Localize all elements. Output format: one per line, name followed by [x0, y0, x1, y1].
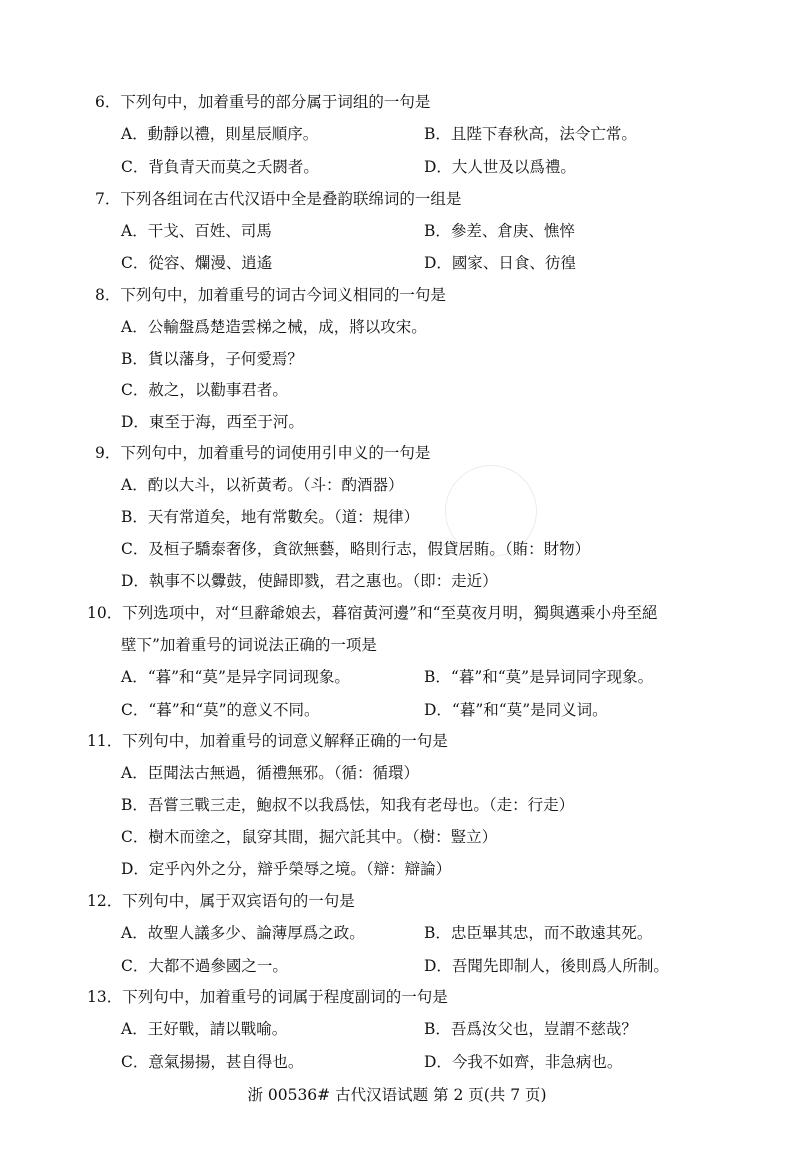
- option-11c: C．樹木而塗之，鼠穿其間，掘穴託其中。（樹：豎立）: [121, 828, 498, 846]
- question-text: 下列句中，加着重号的词使用引申义的一句是: [120, 444, 431, 462]
- question-10-stem-continued: 壁下”加着重号的词说法正确的一项是: [121, 636, 377, 654]
- option-13c: C．意氣揚揚，甚自得也。: [121, 1053, 304, 1071]
- option-9c: C．及桓子驕泰奢侈，貪欲無藝，略則行志，假貸居賄。（賄：財物）: [121, 540, 591, 558]
- question-11-stem: [87, 731, 448, 751]
- option-12b: B．忠臣畢其忠，而不敢遠其死。: [424, 924, 653, 942]
- option-7d: D．國家、日食、彷徨: [424, 254, 576, 272]
- question-9-stem: [95, 443, 430, 463]
- option-12c: C．大都不過參國之一。: [121, 957, 288, 975]
- question-number: 12．: [87, 892, 123, 910]
- option-9b: B．天有常道矣，地有常數矣。（道：規律）: [121, 508, 420, 526]
- question-text: 下列句中，加着重号的词意义解释正确的一句是: [122, 732, 448, 750]
- option-10c: C．“暮”和“莫”的意义不同。: [121, 701, 320, 719]
- option-13d: D．今我不如齊，非急病也。: [424, 1053, 623, 1071]
- option-8a: A．公輸盤爲楚造雲梯之械，成，將以攻宋。: [121, 318, 427, 336]
- option-7c: C．從容、爛漫、逍遙: [121, 254, 273, 272]
- option-7b: B．參差、倉庚、憔悴: [424, 222, 575, 240]
- question-text: 下列句中，加着重号的部分属于词组的一句是: [120, 93, 431, 111]
- option-11b: B．吾嘗三戰三走，鮑叔不以我爲怯，知我有老母也。（走：行走）: [121, 796, 575, 814]
- question-10-stem: [87, 603, 658, 623]
- question-7-stem: [95, 189, 461, 209]
- question-text: 下列句中，属于双宾语句的一句是: [122, 892, 355, 910]
- option-8d: D．東至于海，西至于河。: [121, 413, 304, 431]
- question-number: 10．: [87, 604, 123, 622]
- option-8c: C．赦之，以勸事君者。: [121, 381, 288, 399]
- option-12a: A．故聖人議多少、論薄厚爲之政。: [121, 924, 365, 942]
- question-6-stem: [95, 92, 430, 112]
- page-footer: 浙 00536# 古代汉语试题 第 2 页(共 7 页): [247, 1086, 547, 1104]
- option-9d: D．執事不以釁鼓，使歸即戮，君之惠也。（即：走近）: [121, 572, 498, 590]
- option-6c: C．背負青天而莫之夭閼者。: [121, 158, 319, 176]
- question-12-stem: [87, 891, 355, 911]
- option-12d: D．吾聞先即制人，後則爲人所制。: [424, 957, 669, 975]
- option-9a: A．酌以大斗，以祈黃耇。（斗：酌酒器）: [121, 476, 404, 494]
- question-text: 下列各组词在古代汉语中全是叠韵联绵词的一组是: [120, 190, 462, 208]
- option-6b: B．且陛下春秋高，法令亡常。: [424, 125, 637, 143]
- option-11a: A．臣聞法古無過，循禮無邪。（循：循環）: [121, 764, 419, 782]
- question-number: 11．: [87, 732, 123, 750]
- option-7a: A．干戈、百姓、司馬: [121, 222, 272, 240]
- question-number: 8．: [95, 286, 121, 304]
- question-number: 13．: [87, 988, 123, 1006]
- option-13a: A．王好戰，請以戰喻。: [121, 1020, 288, 1038]
- option-8b: B．貨以藩身，子何愛焉？: [121, 350, 303, 368]
- question-text: 下列句中，加着重号的词属于程度副词的一句是: [122, 988, 448, 1006]
- question-13-stem: [87, 987, 448, 1007]
- question-8-stem: [95, 285, 446, 305]
- question-text: 下列选项中，对“旦辭爺娘去，暮宿黃河邊”和“至莫夜月明，獨與邁乘小舟至絕: [122, 604, 658, 622]
- question-number: 6．: [95, 93, 121, 111]
- option-11d: D．定乎內外之分，辯乎榮辱之境。（辯：辯論）: [121, 860, 452, 878]
- option-6d: D．大人世及以爲禮。: [424, 158, 576, 176]
- option-10a: A．“暮”和“莫”是异字同词现象。: [121, 668, 350, 686]
- option-10d: D．“暮”和“莫”是同义词。: [424, 701, 608, 719]
- option-13b: B．吾爲汝父也，豈謂不慈哉？: [424, 1020, 637, 1038]
- question-text: 下列句中，加着重号的词古今词义相同的一句是: [120, 286, 446, 304]
- option-6a: A．動靜以禮，則星辰順序。: [121, 125, 319, 143]
- option-10b: B．“暮”和“莫”是异词同字现象。: [424, 668, 654, 686]
- question-number: 7．: [95, 190, 121, 208]
- question-number: 9．: [95, 444, 121, 462]
